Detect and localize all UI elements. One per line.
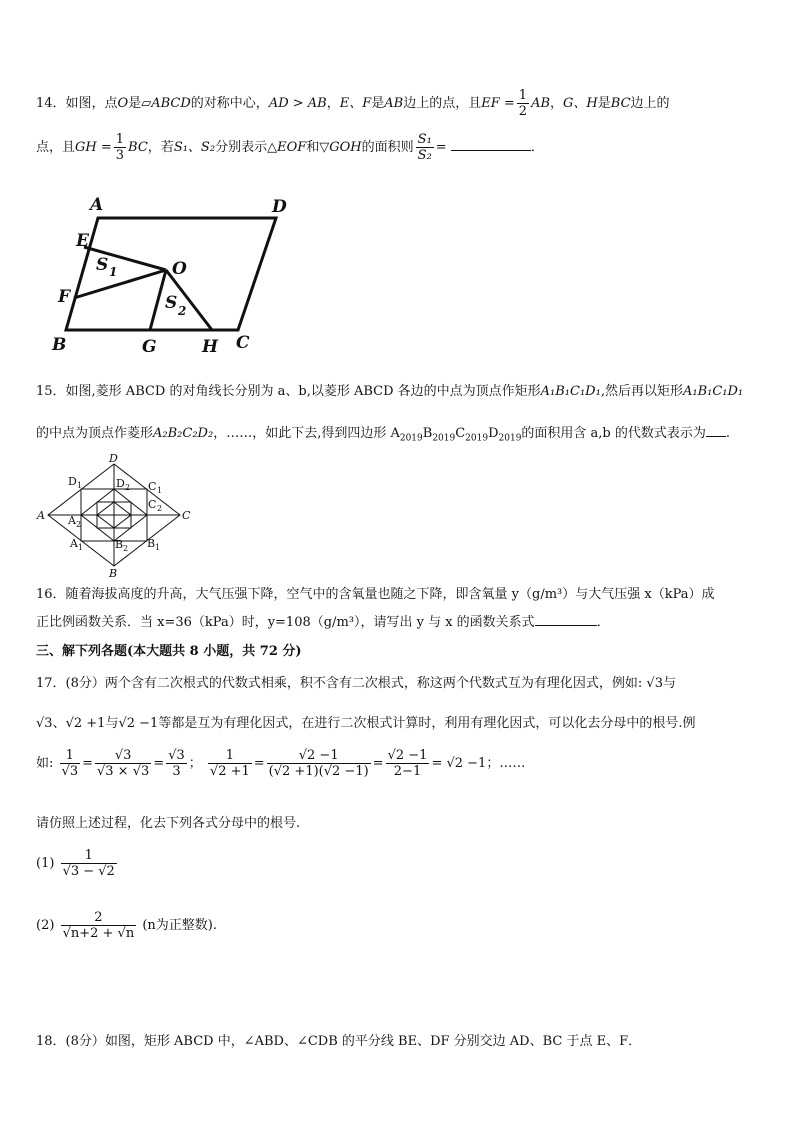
label-a2-sub: 2 (76, 520, 82, 529)
label-d: D (109, 452, 118, 465)
label-g: G (142, 337, 157, 357)
label-s2-sub: 2 (178, 304, 187, 318)
label-d1: D (68, 475, 77, 488)
label-s1: S (96, 255, 109, 275)
q17-examples: 如: $\frac{1}{√3}$ = $\frac{√3}{√3 \times √3}$ = $\frac{√3}{3}$ ； $\frac{1}{√2 +1}$ = $\frac{√2 -1}{(√2 +1)(√2 -1)}$ = $\frac{√2 -1}{2-1}$ = √2 −1；…… (36, 748, 526, 779)
q16-line1: 16．随着海拔高度的升高，大气压强下降，空气中的含氧量也随之下降，即含氧量 y（g/m³）与大气压强 x（kPa）成 (36, 587, 715, 602)
section-heading: 三、解下列各题(本大题共 8 小题，共 72 分) (36, 644, 302, 659)
label-a1: A (70, 537, 78, 550)
label-b1: B (147, 537, 156, 550)
label-a: A (90, 195, 104, 215)
label-b: B (109, 567, 118, 578)
label-b2: B (115, 538, 124, 551)
third-fraction: $\frac{1}{3}$ (115, 132, 125, 163)
q17-line2: √3、√2 +1与√2 −1等都是互为有理化因式，在进行二次根式计算时，利用有理化因式，可以化去分母中的根号.例 (36, 716, 696, 731)
label-b: B (52, 335, 67, 355)
q17-instruction: 请仿照上述过程，化去下列各式分母中的根号. (36, 816, 301, 831)
ratio-fraction: $\frac{\text{S₁}}{\text{S₂}}$ (417, 132, 432, 163)
q15-line2: 的中点为顶点作菱形A₂B₂C₂D₂，……，如此下去,得到四边形 $A_{2019}B_{2019}C_{2019}D_{2019}$的面积用含 a,b 的代数式表示为 . (36, 426, 731, 444)
label-d1-sub: 1 (77, 481, 83, 490)
label-o: O (172, 259, 187, 279)
answer-blank[interactable] (706, 424, 726, 437)
q15-rhombus-figure (34, 450, 194, 578)
label-c: C (236, 333, 250, 353)
answer-blank[interactable] (451, 138, 531, 151)
q17-part2: (2) $\frac{2}{√n+2 + √n}$ (n为正整数). (36, 910, 217, 941)
label-a2: A (68, 514, 76, 527)
answer-blank[interactable] (535, 613, 597, 626)
q18-line1: 18．(8分）如图，矩形 ABCD 中，∠ABD、∠CDB 的平分线 BE、DF 分别交边 AD、BC 于点 E、F． (36, 1034, 642, 1049)
label-c1: C (148, 480, 157, 493)
q14-line1: 14．如图，点O是▱ABCD的对称中心，AD > AB，E、F是AB边上的点，且EF = $\frac{1}{2}$ AB，G、H是BC边上的 (36, 88, 670, 119)
q14-parallelogram-figure (40, 190, 300, 360)
q17-part1: (1) $\frac{1}{√3 - √2}$ (36, 848, 115, 879)
label-d2-sub: 2 (125, 483, 131, 492)
q16-line2: 正比例函数关系．当 x=36（kPa）时，y=108（g/m³），请写出 y 与 x 的函数关系式 ． (36, 615, 610, 630)
label-s1-sub: 1 (109, 265, 118, 279)
label-d2: D (116, 477, 125, 490)
label-f: F (58, 287, 71, 307)
label-h: H (202, 337, 219, 357)
label-c2-sub: 2 (157, 504, 163, 513)
label-a1-sub: 1 (78, 543, 84, 552)
q15-line1: 15．如图,菱形 ABCD 的对角线长分别为 a、b,以菱形 ABCD 各边的中点为顶点作矩形A₁B₁C₁D₁,然后再以矩形A₁B₁C₁D₁ (36, 384, 744, 399)
label-b2-sub: 2 (123, 544, 129, 553)
q14-line2: 点，且GH = $\frac{1}{3}$ BC，若S₁、S₂分别表示△EOF和▽GOH的面积则 $\frac{\text{S₁}}{\text{S₂}}$ = ． (36, 132, 544, 163)
half-fraction: $\frac{1}{2}$ (518, 88, 528, 119)
label-c: C (182, 509, 191, 522)
label-c1-sub: 1 (157, 486, 163, 495)
label-c2: C (148, 498, 157, 511)
q17-line1: 17．(8分）两个含有二次根式的代数式相乘，积不含有二次根式，称这两个代数式互为有理化因式，例如: √3与 (36, 676, 676, 691)
label-s2: S (165, 293, 178, 313)
label-a: A (37, 509, 45, 522)
label-e: E (76, 231, 89, 251)
label-d: D (272, 197, 287, 217)
label-b1-sub: 1 (155, 543, 161, 552)
